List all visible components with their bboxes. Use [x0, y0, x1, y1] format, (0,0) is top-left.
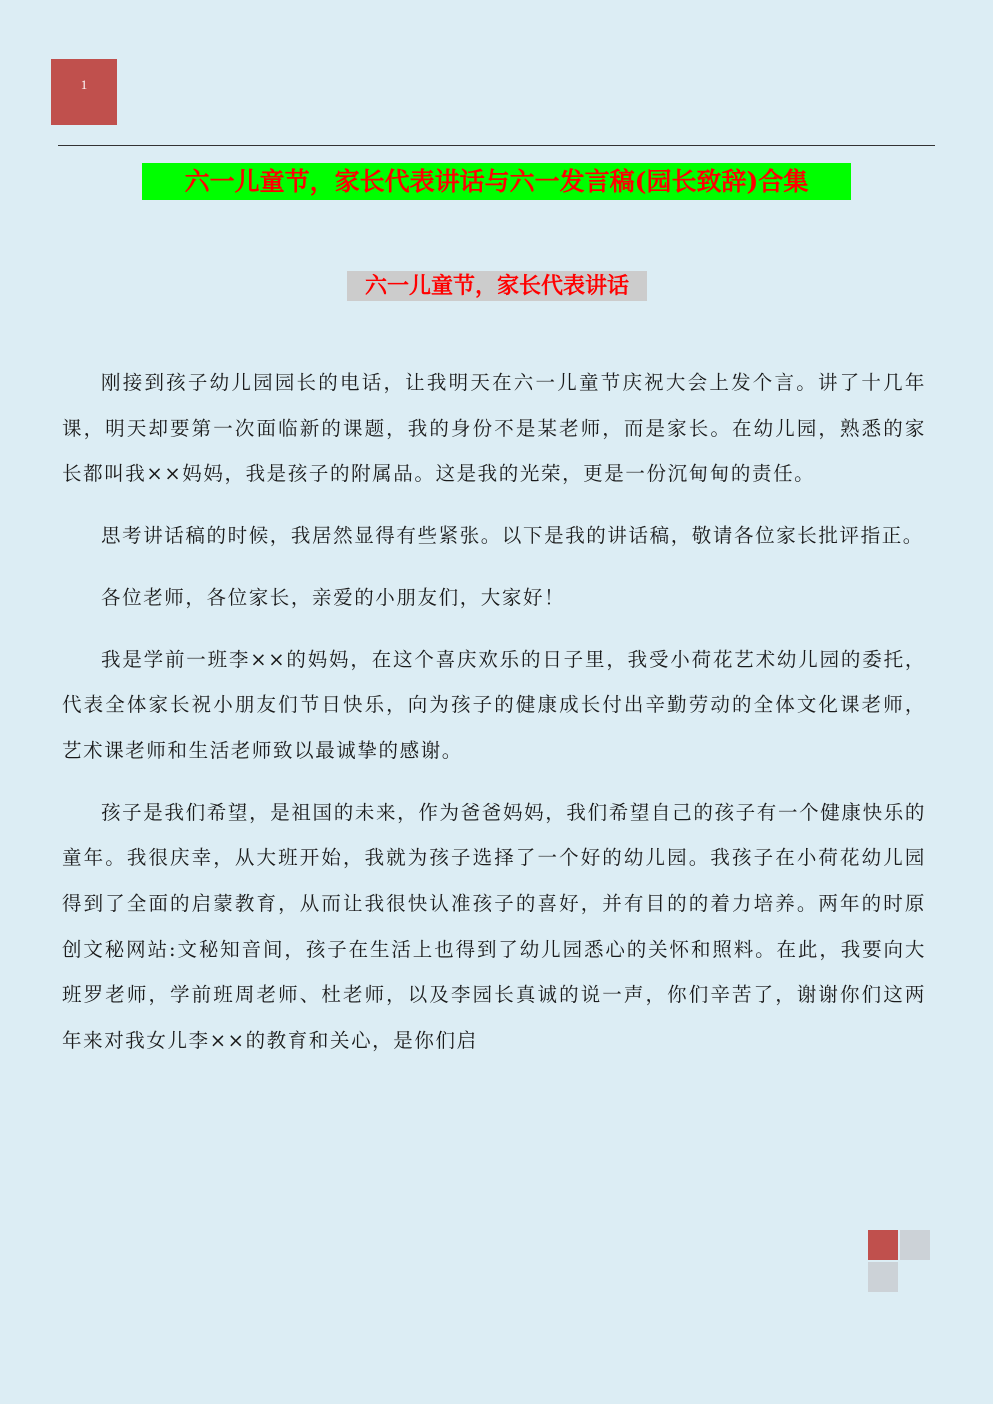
- section-heading: 六一儿童节，家长代表讲话: [347, 271, 647, 301]
- paragraph: 我是学前一班李××的妈妈，在这个喜庆欢乐的日子里，我受小荷花艺术幼儿园的委托，代表全体家长祝小朋友们节日快乐，向为孩子的健康成长付出辛勤劳动的全体文化课老师，艺术课老师和生活老师致以最诚挚的感谢。: [62, 647, 926, 762]
- header-divider: [58, 145, 935, 146]
- document-body: [62, 360, 926, 1080]
- paragraph: 思考讲话稿的时候，我居然显得有些紧张。以下是我的讲话稿，敬请各位家长批评指正。: [101, 524, 924, 548]
- paragraph: 各位老师，各位家长，亲爱的小朋友们，大家好！: [101, 585, 566, 609]
- paragraph: 孩子是我们希望，是祖国的未来，作为爸爸妈妈，我们希望自己的孩子有一个健康快乐的童年。我很庆幸，从大班开始，我就为孩子选择了一个好的幼儿园。我孩子在小荷花幼儿园得到了全面的启蒙教育，从而让我很快认准孩子的喜好，并有目的的着力培养。两年的时原创文秘网站:文秘知音间，孩子在生活上也得到了幼儿园悉心的关怀和照料。在此，我要向大班罗老师，学前班周老师、杜老师，以及李园长真诚的说一声，你们辛苦了，谢谢你们这两年来对我女儿李××的教育和关心，是你们启: [62, 800, 926, 1053]
- paragraph: 刚接到孩子幼儿园园长的电话，让我明天在六一儿童节庆祝大会上发个言。讲了十几年课，明天却要第一次面临新的课题，我的身份不是某老师，而是家长。在幼儿园，熟悉的家长都叫我××妈妈，我是孩子的附属品。这是我的光荣，更是一份沉甸甸的责任。: [62, 371, 926, 486]
- decorative-square-gray: [900, 1230, 930, 1260]
- page-number-badge: 1: [51, 59, 117, 125]
- decorative-square-red: [868, 1230, 898, 1260]
- document-title: 六一儿童节，家长代表讲话与六一发言稿(园长致辞)合集: [142, 163, 851, 200]
- decorative-square-gray: [868, 1262, 898, 1292]
